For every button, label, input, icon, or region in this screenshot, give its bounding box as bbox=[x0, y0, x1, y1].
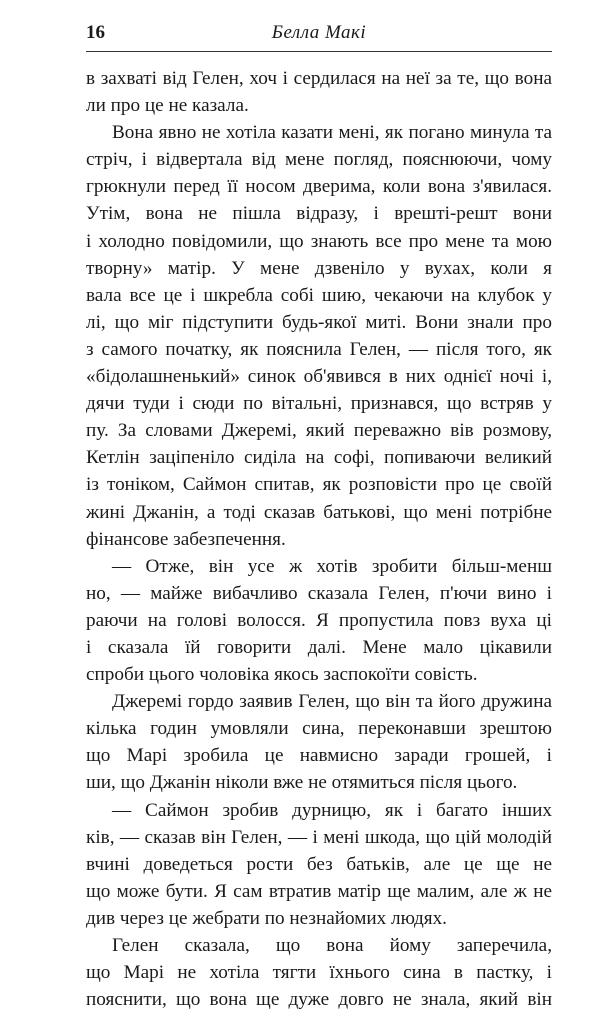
text-line: ли про це не казала. bbox=[86, 95, 249, 117]
text-line: ши, що Джанін ніколи вже не отямиться після цього. bbox=[86, 772, 518, 794]
text-line: Джеремі гордо заявив Гелен, що він та його дружина bbox=[112, 691, 552, 713]
text-line: — Саймон зробив дурницю, як і багато інших bbox=[112, 799, 552, 821]
text-line: Вона явно не хотіла казати мені, як погано минула та bbox=[112, 122, 552, 144]
text-line: спроби цього чоловіка якось заспокоїти совість. bbox=[86, 664, 478, 686]
text-line: дячи туди і сюди по вітальні, признався, що встряв у bbox=[86, 393, 552, 415]
text-line: «бідолашненький» синок об'явився в них однієї ночі і, bbox=[86, 366, 552, 388]
text-line: вала все це і шкребла собі шию, чекаючи на клубок у bbox=[86, 284, 552, 306]
text-line: що Марі не хотіла тягти їхнього сина в пастку, і bbox=[86, 962, 552, 984]
text-line: вчині доведеться рости без батьків, але це ще не bbox=[86, 853, 552, 875]
text-line: див через це жебрати по незнайомих людях. bbox=[86, 907, 447, 929]
page-number: 16 bbox=[86, 22, 105, 43]
body-text bbox=[86, 65, 552, 1013]
text-line: в захваті від Гелен, хоч і сердилася на неї за те, що вона bbox=[86, 68, 552, 89]
text-line: но, — майже вибачливо сказала Гелен, п'ючи вино і bbox=[86, 582, 552, 604]
text-line: Утім, вона не пішла відразу, і врешті-решт вони bbox=[86, 203, 552, 225]
text-line: пояснити, що вона ще дуже довго не знала, який він bbox=[86, 989, 552, 1011]
text-line: що може бути. Я сам втратив матір ще малим, але ж не bbox=[86, 880, 552, 902]
text-line: — Отже, він усе ж хотів зробити більш-менш bbox=[112, 555, 552, 577]
text-line: ків, — сказав він Гелен, — і мені шкода, що цій молодій bbox=[86, 826, 552, 848]
text-line: Кетлін заціпеніло сиділа на софі, попиваючи великий bbox=[86, 447, 552, 469]
text-line: із тоніком, Саймон спитав, як розповісти про це своїй bbox=[86, 474, 552, 496]
text-line: стріч, і відвертала від мене погляд, пояснюючи, чому bbox=[86, 149, 552, 171]
text-line: жині Джанін, а тоді сказав батькові, що мені потрібне bbox=[86, 501, 552, 523]
text-line: раючи на голові волосся. Я пропустила повз вуха ці bbox=[86, 609, 552, 631]
header-rule bbox=[86, 51, 552, 52]
text-line: з самого початку, як пояснила Гелен, — після того, як bbox=[86, 338, 552, 360]
text-line: пу. За словами Джеремі, який переважно вів розмову, bbox=[86, 420, 552, 442]
text-line: фінансове забезпечення. bbox=[86, 528, 286, 550]
text-line: Гелен сказала, що вона йому заперечила, bbox=[112, 935, 552, 956]
text-line: грюкнули перед її носом дверима, коли вона з'явилася. bbox=[86, 176, 552, 198]
text-line: творну» матір. У мене дзвеніло у вухах, коли я bbox=[86, 257, 552, 279]
text-line: і холодно повідомили, що знають все про мене та мою bbox=[86, 230, 552, 252]
text-line: кілька годин умовляли сина, переконавши зрештою bbox=[86, 718, 552, 740]
running-head: Белла Макі bbox=[271, 22, 367, 43]
text-line: і сказала їй говорити далі. Мене мало цікавили bbox=[86, 636, 552, 658]
text-line: лі, що міг підступити будь-якої миті. Вони знали про bbox=[86, 311, 552, 333]
page-header bbox=[86, 22, 552, 50]
text-line: що Марі зробила це навмисно заради грошей, і bbox=[86, 745, 552, 767]
